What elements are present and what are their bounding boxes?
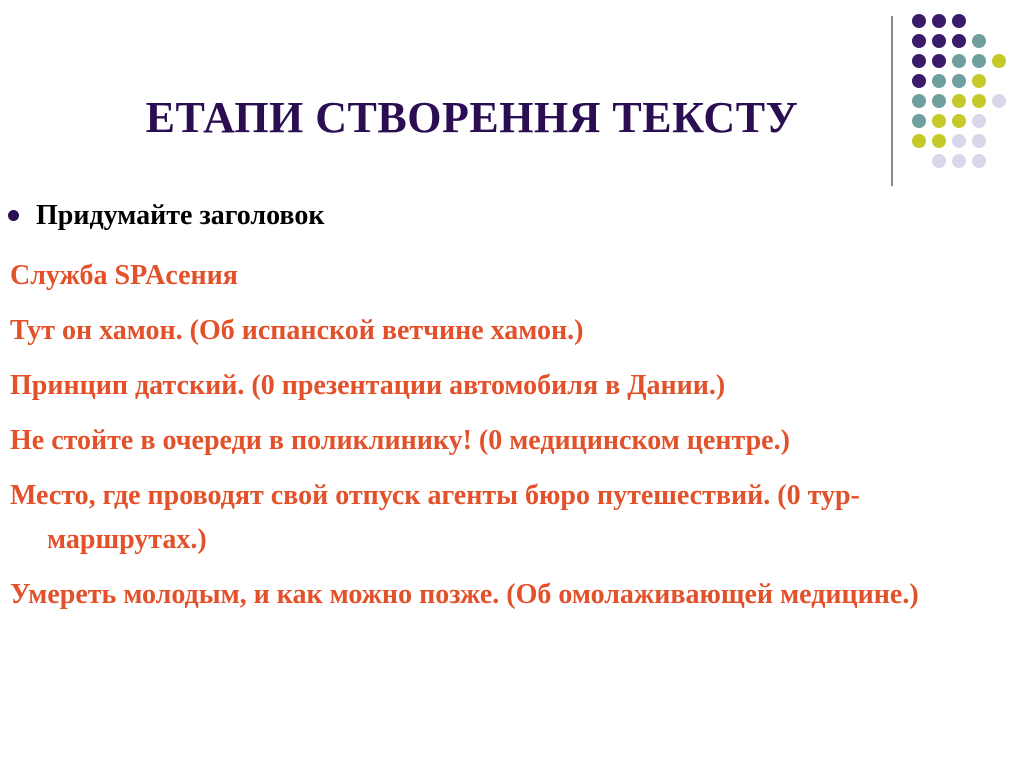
decorative-dot [992, 94, 1006, 108]
decorative-dot [952, 74, 966, 88]
headline-line: Служба SPAсения [10, 260, 238, 291]
decorative-dot [992, 54, 1006, 68]
headline-line: Тут он хамон. (Об испанской ветчине хамон.) [10, 315, 584, 346]
headline-line: Принцип датский. (0 презентации автомобиля в Дании.) [10, 370, 726, 401]
bullet-icon [8, 210, 19, 221]
decorative-dot [932, 14, 946, 28]
decorative-dot [952, 14, 966, 28]
decorative-dot [952, 34, 966, 48]
decorative-dot [912, 54, 926, 68]
decorative-dot [932, 154, 946, 168]
slide-title: ЕТАПИ СТВОРЕННЯ ТЕКСТУ [145, 93, 799, 142]
headline-list [10, 254, 1015, 628]
decorative-dot [972, 54, 986, 68]
decorative-dot [952, 54, 966, 68]
decorative-dot [972, 34, 986, 48]
bullet-item [8, 200, 324, 232]
decorative-dot [932, 74, 946, 88]
decorative-dot [952, 94, 966, 108]
decorative-dot [972, 154, 986, 168]
decorative-dot [972, 94, 986, 108]
decorative-dot [972, 134, 986, 148]
decorative-dot [932, 54, 946, 68]
decorative-dot [912, 74, 926, 88]
headline-line: Не стойте в очереди в поликлинику! (0 медицинском центре.) [10, 425, 790, 456]
decorative-dot [972, 114, 986, 128]
headline-line: Умереть молодым, и как можно позже. (Об омолаживающей медицине.) [10, 579, 919, 610]
decorative-dot [972, 74, 986, 88]
decorative-dot [932, 34, 946, 48]
bullet-text: Придумайте заголовок [36, 200, 325, 231]
decorative-dot [952, 154, 966, 168]
decorative-dot [952, 134, 966, 148]
decorative-dot [952, 114, 966, 128]
decorative-dot [912, 14, 926, 28]
headline-line: Место, где проводят свой отпуск агенты бюро путешествий. (0 тур-маршрутах.) [10, 480, 860, 555]
decorative-dot [912, 34, 926, 48]
